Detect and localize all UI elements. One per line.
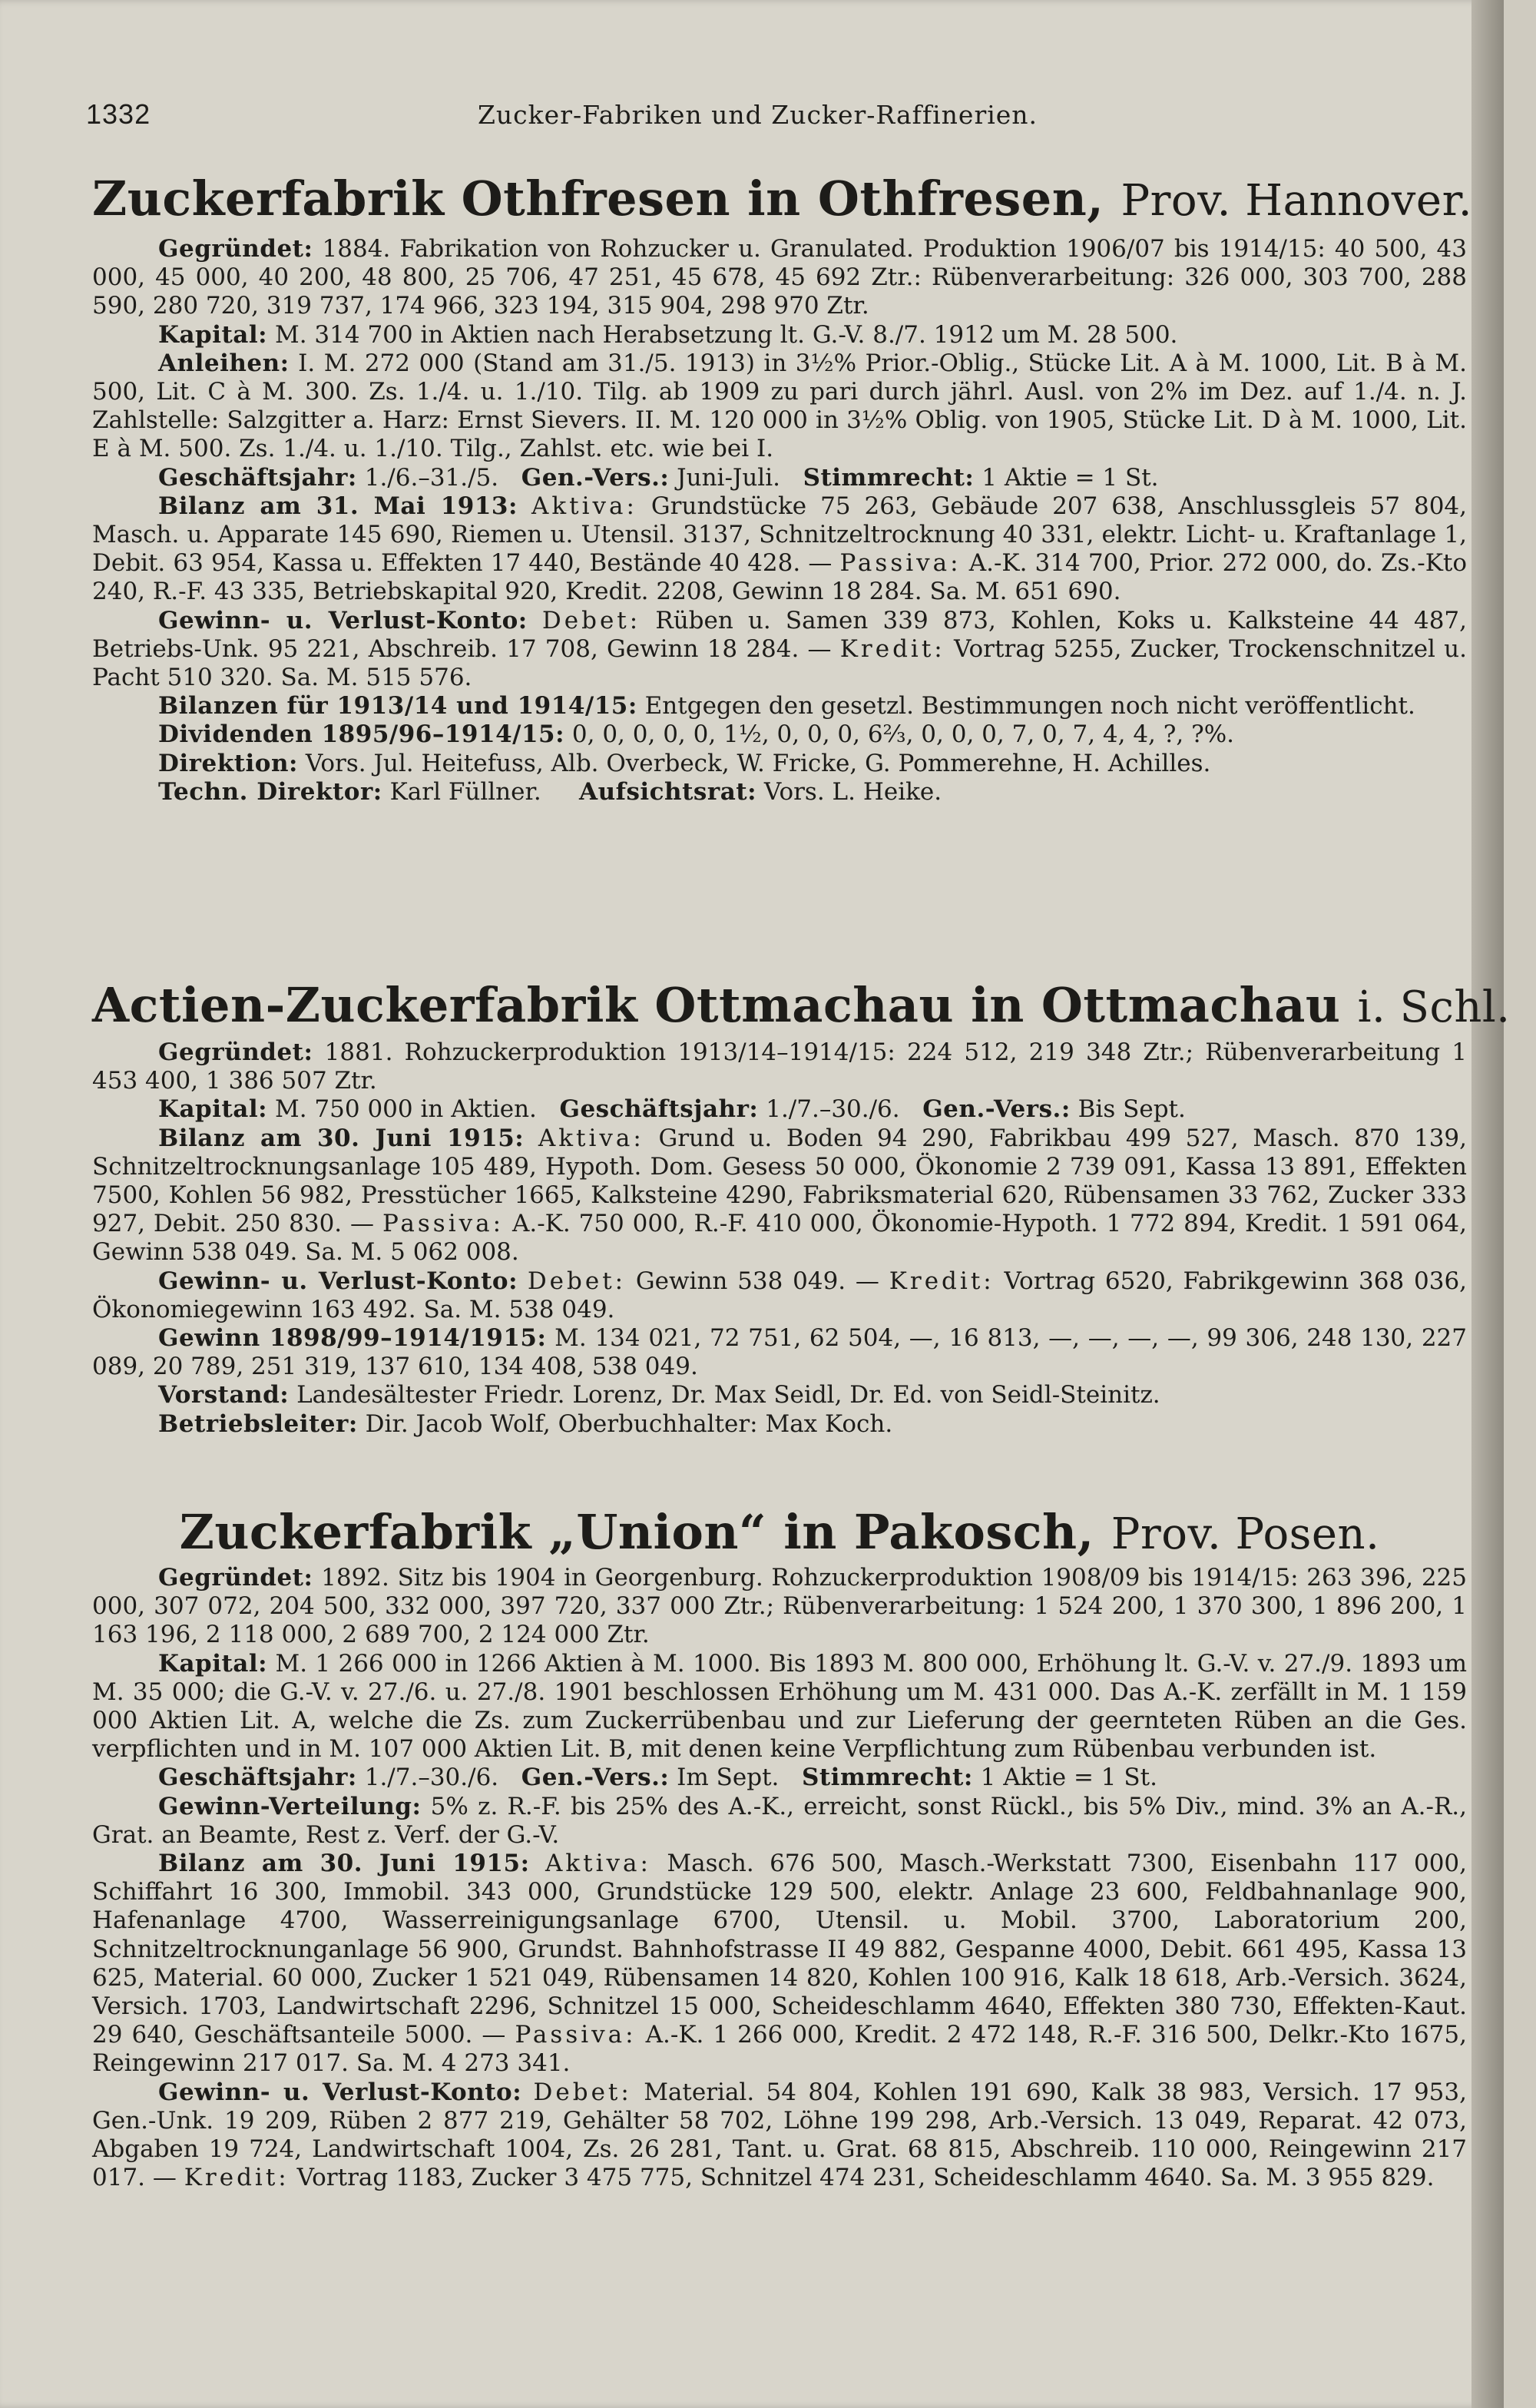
entry-capital: Kapital: M. 750 000 in Aktien. Geschäftsjahr: 1./7.–30./6. Gen.-Vers.: Bis Sept. xyxy=(158,1095,1186,1124)
entry-founded: Gegründet: 1892. Sitz bis 1904 in Georgenburg. Rohzuckerproduktion 1908/09 bis 1914/15: 263 396, 225 000, 307 072, 204 500, 332 000, 397 720, 337 000 Ztr.; Rübenverarbeitung: 1 524 200, 1 370 300, 1 896 200, 1 163 196, 2 118 000, 2 689 700, 2 124 000 Ztr. xyxy=(92,1564,1467,1649)
section-body xyxy=(92,235,1467,807)
entry-board: Vorstand: Landesältester Friedr. Lorenz, Dr. Max Seidl, Dr. Ed. von Seidl-Steinitz. xyxy=(158,1381,1160,1409)
entry-profit-loss: Gewinn- u. Verlust-Konto: Debet: Gewinn 538 049. — Kredit: Vortrag 6520, Fabrikgewinn 368 036, Ökonomiegewinn 163 492. Sa. M. 538 049. xyxy=(92,1267,1468,1323)
company-region: i. Schl. xyxy=(1357,982,1511,1032)
company-region: Prov. Hannover. xyxy=(1121,176,1472,226)
section-title xyxy=(92,977,1511,1033)
entry-founded: Gegründet: 1884. Fabrikation von Rohzucker u. Granulated. Produktion 1906/07 bis 1914/15: 40 500, 43 000, 45 000, 40 200, 48 800, 25 706, 47 251, 45 678, 45 692 Ztr.: Rübenverarbeitung: 326 000, 303 700, 288 590, 280 720, 319 737, 174 966, 323 194, 315 904, 298 970 Ztr. xyxy=(92,235,1467,320)
entry-balance: Bilanz am 31. Mai 1913: Aktiva: Grundstücke 75 263, Gebäude 207 638, Anschlussgleis 57 804, Masch. u. Apparate 145 690, Riemen u. Utensil. 3137, Schnitzeltrocknung 40 331, elektr. Licht- u. Kraftanlage 1, Debit. 63 954, Kassa u. Effekten 17 440, Bestände 40 428. — Passiva: A.-K. 314 700, Prior. 272 000, do. Zs.-Kto 240, R.-F. 43 335, Betriebskapital 920, Kredit. 2208, Gewinn 18 284. Sa. M. 651 690. xyxy=(92,492,1468,606)
entry-profit-loss: Gewinn- u. Verlust-Konto: Debet: Material. 54 804, Kohlen 191 690, Kalk 38 983, Versich. 17 953, Gen.-Unk. 19 209, Rüben 2 877 219, Gehälter 58 702, Löhne 199 298, Arb.-Versich. 13 049, Reparat. 42 073, Abgaben 19 724, Landwirtschaft 1004, Zs. 26 281, Tant. u. Grat. 68 815, Abschreib. 110 000, Reingewinn 217 017. — Kredit: Vortrag 1183, Zucker 3 475 775, Schnitzel 474 231, Scheideschlamm 4640. Sa. M. 3 955 829. xyxy=(92,2078,1467,2192)
entry-tech-director: Techn. Direktor: Karl Füllner. Aufsichtsrat: Vors. L. Heike. xyxy=(158,777,942,806)
entry-profit-distribution: Gewinn-Verteilung: 5% z. R.-F. bis 25% des A.-K., erreicht, sonst Rückl., bis 5% Div., mind. 3% an A.-R., Grat. an Beamte, Rest z. Verf. der G.-V. xyxy=(92,1792,1467,1849)
entry-dividends: Dividenden 1895/96–1914/15: 0, 0, 0, 0, 0, 1½, 0, 0, 0, 6⅔, 0, 0, 0, 7, 0, 7, 4, 4, ?, ?%. xyxy=(158,720,1235,749)
section-body xyxy=(92,1038,1467,1439)
entry-fiscal-year: Geschäftsjahr: 1./7.–30./6. Gen.-Vers.: Im Sept. Stimmrecht: 1 Aktie = 1 St. xyxy=(158,1764,1157,1792)
company-region: Prov. Posen. xyxy=(1111,1509,1380,1559)
entry-capital: Kapital: M. 1 266 000 in 1266 Aktien à M. 1000. Bis 1893 M. 800 000, Erhöhung lt. G.-V. v. 27./9. 1893 um M. 35 000; die G.-V. v. 27./6. u. 27./8. 1901 beschlossen Erhöhung um M. 431 000. Das A.-K. zerfällt in M. 1 159 000 Aktien Lit. A, welche die Zs. zum Zuckerrübenbau und zur Lieferung der geernteten Rüben an die Ges. verpflichten und in M. 107 000 Aktien Lit. B, mit denen keine Verpflichtung zum Rübenbau verbunden ist. xyxy=(92,1649,1467,1764)
section-title xyxy=(92,1504,1467,1560)
section-title xyxy=(92,171,1472,227)
entry-capital: Kapital: M. 314 700 in Aktien nach Herabsetzung lt. G.-V. 8./7. 1912 um M. 28 500. xyxy=(158,320,1178,349)
entry-profits: Gewinn 1898/99–1914/1915: M. 134 021, 72 751, 62 504, —, 16 813, —, —, —, —, 99 306, 248 130, 227 089, 20 789, 251 319, 137 610, 134 408, 538 049. xyxy=(92,1324,1468,1381)
entry-balance: Bilanz am 30. Juni 1915: Aktiva: Grund u. Boden 94 290, Fabrikbau 499 527, Masch. 870 139, Schnitzeltrocknungsanlage 105 489, Hypoth. Dom. Gesess 50 000, Ökonomie 2 739 091, Kassa 13 891, Effekten 7500, Kohlen 56 982, Presstücher 1665, Kalksteine 4290, Fabriksmaterial 620, Rübensamen 33 762, Zucker 333 927, Debit. 250 830. — Passiva: A.-K. 750 000, R.-F. 410 000, Ökonomie-Hypoth. 1 772 894, Kredit. 1 591 064, Gewinn 538 049. Sa. M. 5 062 008. xyxy=(92,1124,1467,1267)
page-header xyxy=(86,98,1468,134)
entry-bonds: Anleihen: I. M. 272 000 (Stand am 31./5. 1913) in 3½% Prior.-Oblig., Stücke Lit. A à M. 1000, Lit. B à M. 500, Lit. C à M. 300. Zs. 1./4. u. 1./10. Tilg. ab 1909 zu pari durch jährl. Ausl. von 2% im Dez. auf 1./4. n. J. Zahlstelle: Salzgitter a. Harz: Ernst Sievers. II. M. 120 000 in 3½% Oblig. von 1905, Stücke Lit. D à M. 1000, Lit. E à M. 500. Zs. 1./4. u. 1./10. Tilg., Zahlst. etc. wie bei I. xyxy=(92,349,1467,463)
entry-balance: Bilanz am 30. Juni 1915: Aktiva: Masch. 676 500, Masch.-Werkstatt 7300, Eisenbahn 117 000, Schiffahrt 16 300, Immobil. 343 000, Grundstücke 129 500, elektr. Anlage 23 600, Feldbahnanlage 900, Hafenanlage 4700, Wasserreinigungsanlage 6700, Utensil. u. Mobil. 3700, Laboratorium 200, Schnitzeltrocknunganlage 56 900, Grundst. Bahnhofstrasse II 49 882, Gespanne 4000, Debit. 661 495, Kassa 13 625, Material. 60 000, Zucker 1 521 049, Rübensamen 14 820, Kohlen 100 916, Kalk 18 618, Arb.-Versich. 3624, Versich. 1703, Landwirtschaft 2296, Schnitzel 15 000, Scheideschlamm 4640, Effekten 380 730, Effekten-Kaut. 29 640, Geschäftsanteile 5000. — Passiva: A.-K. 1 266 000, Kredit. 2 472 148, R.-F. 316 500, Delkr.-Kto 1675, Reingewinn 217 017. Sa. M. 4 273 341. xyxy=(92,1850,1468,2078)
entry-founded: Gegründet: 1881. Rohzuckerproduktion 1913/14–1914/15: 224 512, 219 348 Ztr.; Rübenverarbeitung 1 453 400, 1 386 507 Ztr. xyxy=(92,1038,1468,1095)
section-body xyxy=(92,1564,1467,2192)
page-number: 1332 xyxy=(86,98,151,130)
entry-fiscal-year: Geschäftsjahr: 1./6.–31./5. Gen.-Vers.: Juni-Juli. Stimmrecht: 1 Aktie = 1 St. xyxy=(158,463,1159,492)
entry-management: Direktion: Vors. Jul. Heitefuss, Alb. Overbeck, W. Fricke, G. Pommerehne, H. Achilles. xyxy=(158,749,1211,777)
entry-operations-manager: Betriebsleiter: Dir. Jacob Wolf, Oberbuchhalter: Max Koch. xyxy=(158,1409,893,1438)
company-title: Actien-Zuckerfabrik Ottmachau in Ottmachau xyxy=(92,977,1341,1033)
company-title: Zuckerfabrik Othfresen in Othfresen, xyxy=(92,171,1104,227)
company-title: Zuckerfabrik „Union“ in Pakosch, xyxy=(179,1504,1094,1560)
page-edge xyxy=(1471,0,1504,2408)
running-title: Zucker-Fabriken und Zucker-Raffinerien. xyxy=(478,100,1038,130)
entry-balances-later: Bilanzen für 1913/14 und 1914/15: Entgegen den gesetzl. Bestimmungen noch nicht veröffentlicht. xyxy=(158,692,1415,720)
entry-profit-loss: Gewinn- u. Verlust-Konto: Debet: Rüben u. Samen 339 873, Kohlen, Koks u. Kalksteine 44 487, Betriebs-Unk. 95 221, Abschreib. 17 708, Gewinn 18 284. — Kredit: Vortrag 5255, Zucker, Trockenschnitzel u. Pacht 510 320. Sa. M. 515 576. xyxy=(92,606,1468,692)
